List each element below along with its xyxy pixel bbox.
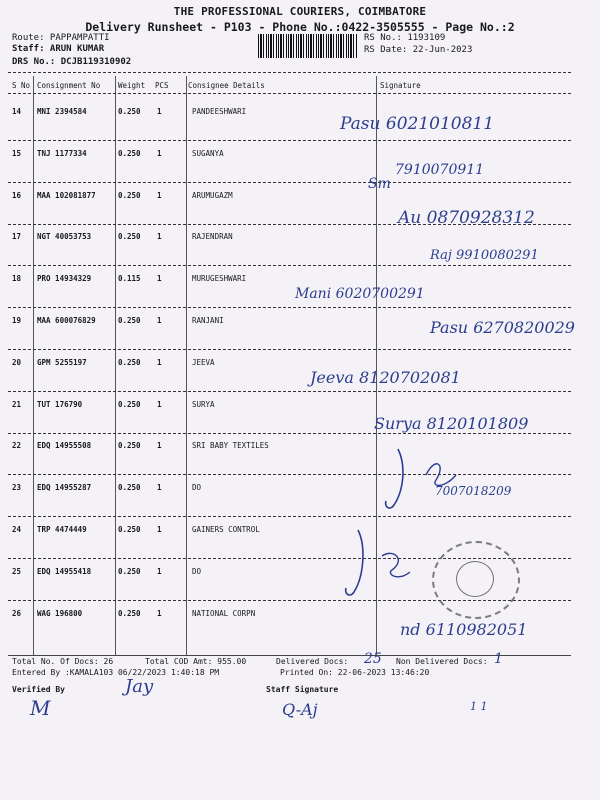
row-weight: 0.250 — [118, 148, 141, 158]
row-weight: 0.115 — [118, 274, 141, 284]
signature-18: Mani 6020700291 — [295, 286, 425, 302]
row-pcs: 1 — [157, 525, 162, 534]
signature-22-23-scribble — [376, 445, 536, 515]
signature-19: Pasu 6270820029 — [430, 318, 575, 337]
row-sno: 17 — [12, 232, 22, 242]
col-pcs: PCS — [155, 81, 169, 90]
row-weight: 0.250 — [118, 316, 141, 325]
row-consignment-no: GPM 5255197 — [37, 357, 87, 367]
entered-by: Entered By :KAMALA103 06/22/2023 1:40:18 PM — [12, 668, 220, 677]
col-consignee: Consignee Details — [188, 81, 265, 90]
row-separator — [8, 182, 571, 183]
row-weight: 0.250 — [118, 190, 141, 200]
row-weight: 0.250 — [118, 608, 141, 618]
row-pcs: 1 — [157, 483, 162, 493]
row-sno: 15 — [12, 148, 22, 158]
row-pcs: 1 — [157, 107, 162, 116]
row-pcs: 1 — [157, 316, 162, 325]
total-docs: Total No. Of Docs: 26 — [12, 657, 114, 666]
row-sno: 25 — [12, 566, 22, 576]
non-delivered-docs-count: 1 — [494, 651, 503, 667]
row-sno: 22 — [12, 441, 22, 451]
rs-number: RS No.: 1193109 — [364, 33, 446, 43]
row-weight: 0.250 — [118, 525, 141, 534]
table-row — [0, 358, 600, 400]
signature-24-25-scribble — [340, 526, 440, 606]
row-sno: 16 — [12, 190, 22, 200]
verified-by-signature-2: Jay — [125, 676, 154, 697]
runsheet-subtitle: Delivery Runsheet - P103 - Phone No.:0422-3505555 - Page No.:2 — [85, 20, 515, 34]
row-consignee: SRI BABY TEXTILES — [192, 441, 269, 451]
header-rule — [8, 72, 571, 73]
col-weight: Weight — [118, 81, 146, 90]
row-separator — [8, 516, 571, 517]
verified-by-signature: M — [30, 696, 51, 720]
route: Route: PAPPAMPATTI — [12, 33, 110, 43]
row-sno: 20 — [12, 357, 22, 367]
row-sno: 24 — [12, 525, 22, 534]
company-stamp — [432, 541, 520, 619]
row-consignee: JEEVA — [192, 357, 215, 367]
signature-20: Jeeva 8120702081 — [310, 368, 461, 387]
row-consignment-no: PRO 14934329 — [37, 274, 92, 284]
row-consignment-no: WAG 196800 — [37, 608, 83, 618]
company-title: THE PROFESSIONAL COURIERS, COIMBATORE — [173, 5, 427, 18]
row-pcs: 1 — [157, 190, 162, 200]
row-separator — [8, 391, 571, 392]
row-sno: 26 — [12, 608, 22, 618]
row-consignee: SUGANYA — [192, 148, 224, 158]
row-separator — [8, 307, 571, 308]
row-weight: 0.250 — [118, 566, 141, 576]
row-weight: 0.250 — [118, 357, 141, 367]
row-pcs: 1 — [157, 608, 162, 618]
row-consignee: RANJANI — [192, 316, 224, 325]
row-consignment-no: EDQ 14955287 — [37, 483, 92, 493]
row-weight: 0.250 — [118, 483, 141, 493]
signature-14: Pasu 6021010811 — [340, 114, 495, 134]
row-sno: 19 — [12, 316, 22, 325]
row-pcs: 1 — [157, 274, 162, 284]
row-consignee: DO — [192, 566, 202, 576]
row-separator — [8, 265, 571, 266]
row-consignment-no: EDQ 14955508 — [37, 441, 92, 451]
signature-26: nd 6110982051 — [400, 620, 528, 639]
row-consignment-no: TRP 4474449 — [37, 525, 87, 534]
table-bottom-rule — [8, 655, 571, 656]
row-pcs: 1 — [157, 566, 162, 576]
row-consignee: DO — [192, 483, 202, 493]
barcode — [258, 34, 358, 58]
row-consignment-no: MAA 600076829 — [37, 316, 96, 325]
row-sno: 23 — [12, 483, 22, 493]
row-weight: 0.250 — [118, 107, 141, 116]
row-consignee: MURUGESHWARI — [192, 274, 247, 284]
row-consignee: PANDEESHWARI — [192, 107, 247, 116]
row-sno: 18 — [12, 274, 22, 284]
row-pcs: 1 — [157, 232, 162, 242]
row-consignment-no: TNJ 1177334 — [37, 148, 87, 158]
row-consignment-no: MAA 102081877 — [37, 190, 96, 200]
signature-23-number: 7007018209 — [435, 484, 512, 498]
printed-on: Printed On: 22-06-2023 13:46:20 — [280, 668, 430, 677]
total-cod: Total COD Amt: 955.00 — [145, 657, 247, 666]
row-pcs: 1 — [157, 148, 162, 158]
heading-rule — [8, 93, 571, 94]
row-consignment-no: NGT 40053753 — [37, 232, 92, 242]
row-sno: 21 — [12, 399, 22, 409]
row-consignee: SURYA — [192, 399, 215, 409]
row-consignment-no: TUT 176790 — [37, 399, 83, 409]
row-consignment-no: EDQ 14955418 — [37, 566, 92, 576]
rs-date: RS Date: 22-Jun-2023 — [364, 45, 473, 55]
signature-16: Au 0870928312 — [398, 208, 535, 228]
margin-marks: 1 1 — [470, 700, 488, 713]
signature-17: Raj 9910080291 — [430, 248, 539, 263]
row-weight: 0.250 — [118, 441, 141, 451]
row-separator — [8, 140, 571, 141]
staff-signature-label: Staff Signature — [266, 685, 339, 694]
row-consignee: GAINERS CONTROL — [192, 525, 260, 534]
row-weight: 0.250 — [118, 399, 141, 409]
row-weight: 0.250 — [118, 232, 141, 242]
row-pcs: 1 — [157, 357, 162, 367]
col-signature: Signature — [380, 81, 421, 90]
row-consignee: ARUMUGAZM — [192, 190, 233, 200]
row-consignee: RAJENDRAN — [192, 232, 233, 242]
signature-15-number: 7910070911 — [395, 162, 485, 178]
signature-21: Surya 8120101809 — [374, 414, 529, 433]
staff: Staff: ARUN KUMAR — [12, 44, 105, 54]
row-pcs: 1 — [157, 399, 162, 409]
staff-signature: Q-Aj — [282, 700, 318, 719]
drs-number: DRS No.: DCJB119310902 — [12, 57, 132, 67]
row-sno: 14 — [12, 107, 22, 116]
col-consignment: Consignment No — [37, 81, 101, 90]
row-pcs: 1 — [157, 441, 162, 451]
table-row — [0, 107, 600, 149]
table-row — [0, 149, 600, 191]
col-sno: S No — [12, 81, 31, 90]
row-consignment-no: MNI 2394584 — [37, 107, 87, 116]
row-consignee: NATIONAL CORPN — [192, 608, 256, 618]
signature-15: Sm — [368, 176, 391, 192]
delivered-docs-count: 25 — [364, 651, 382, 667]
verified-by-label: Verified By — [12, 685, 65, 694]
row-separator — [8, 349, 571, 350]
non-delivered-docs-label: Non Delivered Docs: — [396, 657, 488, 666]
delivered-docs-label: Delivered Docs: — [276, 657, 349, 666]
